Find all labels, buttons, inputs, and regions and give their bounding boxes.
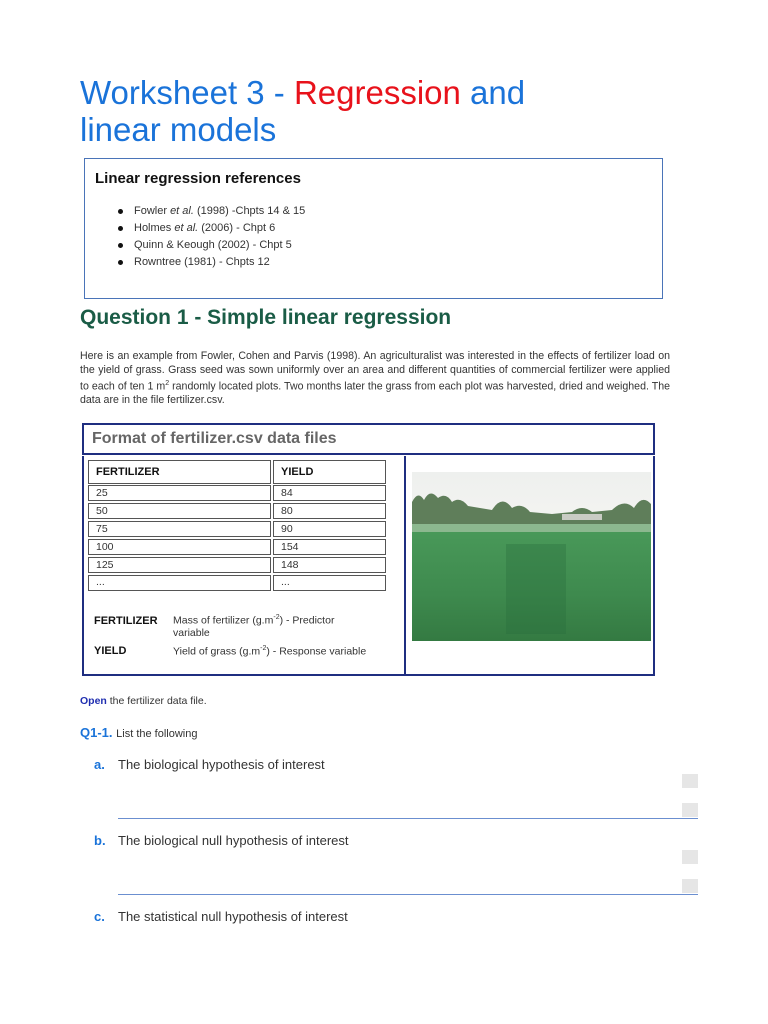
- open-instruction: Open the fertilizer data file.: [80, 695, 207, 707]
- grass-field-photo: [406, 456, 653, 674]
- format-box-heading: Format of fertilizer.csv data files: [92, 430, 337, 447]
- definition-term-fertilizer: FERTILIZER: [94, 615, 158, 627]
- definition-desc-yield: Yield of grass $(g.m^{-2})$ - Response variable: [173, 645, 367, 658]
- table-cell: 125: [88, 557, 271, 573]
- table-cell: 75: [88, 521, 271, 537]
- column-header-fertilizer: FERTILIZER: [88, 460, 271, 484]
- open-link[interactable]: Open: [80, 695, 107, 707]
- table-cell: ...: [88, 575, 271, 591]
- definition-desc-fertilizer: Mass of fertilizer $(g.m^{-2})$ - Predictor variable: [173, 614, 335, 639]
- question-1-paragraph: Here is an example from Fowler, Cohen and Parvis (1998). An agriculturalist was interested in the effects of fertilizer load on the yield of grass. Grass seed was sown uniformly over an area and different quantities of commercial fertilizer were applied to each of ten 1 $m^2$ randomly located plots. Two months later the grass from each plot was harvested, dried and weighed. The data are in the file fertilizer.csv.: [80, 350, 670, 407]
- title-part1: Worksheet 3 -: [80, 74, 294, 111]
- answer-handle[interactable]: [682, 803, 698, 817]
- answer-line-a[interactable]: [118, 818, 698, 819]
- tree-line-icon: [412, 486, 651, 526]
- references-list: [117, 203, 305, 271]
- title-regression: Regression: [293, 74, 461, 111]
- sub-item-c: c. The statistical null hypothesis of interest: [94, 909, 348, 924]
- table-cell: ...: [273, 575, 386, 591]
- sub-item-b: b. The biological null hypothesis of interest: [94, 833, 349, 848]
- sub-item-a: a. The biological hypothesis of interest: [94, 757, 325, 772]
- table-cell: 80: [273, 503, 386, 519]
- table-cell: 100: [88, 539, 271, 555]
- column-header-yield: YIELD: [273, 460, 386, 484]
- answer-line-b[interactable]: [118, 894, 698, 895]
- table-cell: 148: [273, 557, 386, 573]
- definition-term-yield: YIELD: [94, 645, 127, 657]
- title-line2: linear models: [80, 111, 277, 148]
- table-cell: 84: [273, 485, 386, 501]
- reference-item: Rowntree (1981) - Chpts 12: [117, 254, 305, 271]
- question-1-1: Q1-1. List the following: [80, 725, 198, 740]
- title-part3: and: [460, 74, 526, 111]
- reference-item: Quinn & Keough (2002) - Chpt 5: [117, 237, 305, 254]
- references-heading: Linear regression references: [95, 170, 301, 187]
- photo-panel: [404, 456, 655, 676]
- table-cell: 25: [88, 485, 271, 501]
- reference-item: Holmes et al. (2006) - Chpt 6: [117, 220, 305, 237]
- page-title: [80, 74, 525, 148]
- data-table-panel: [82, 456, 406, 676]
- answer-handle[interactable]: [682, 850, 698, 864]
- answer-handle[interactable]: [682, 774, 698, 788]
- format-box-header: [82, 423, 655, 455]
- references-box: [84, 158, 663, 299]
- table-cell: 154: [273, 539, 386, 555]
- question-1-heading: Question 1 - Simple linear regression: [80, 306, 452, 329]
- reference-item: Fowler et al. (1998) -Chpts 14 & 15: [117, 203, 305, 220]
- table-cell: 50: [88, 503, 271, 519]
- answer-handle[interactable]: [682, 879, 698, 893]
- table-cell: 90: [273, 521, 386, 537]
